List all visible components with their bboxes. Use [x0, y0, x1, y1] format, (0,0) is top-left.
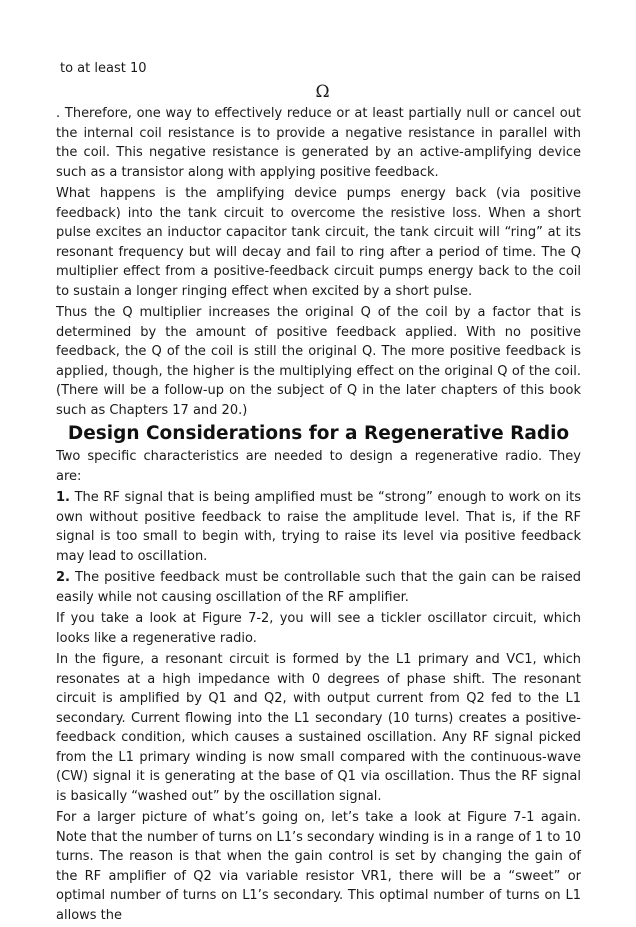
body-paragraph: In the figure, a resonant circuit is formed by the L1 primary and VC1, which resonates at a high impedance with 0 degrees of phase shift. The resonant circuit is amplified by Q1 and Q2, with output current from Q2 fed to the L1 secondary. Current flowing into the L1 secondary (10 turns) creates a positive-feedback condition, which causes a sustained oscillation. Any RF signal picked from the L1 primary winding is now small compared with the continuous-wave (CW) signal it is generating at the base of Q1 via oscillation. Thus the RF signal is basically “washed out” by the oscillation signal. — [56, 652, 581, 804]
numbered-item — [56, 488, 581, 566]
item-number: 1. — [56, 490, 70, 505]
item-text: The positive feedback must be controllable such that the gain can be raised easily while not causing oscillation of the RF amplifier. — [56, 570, 581, 605]
body-paragraph: Thus the Q multiplier increases the original Q of the coil by a factor that is determined by the amount of positive feedback applied. With no positive feedback, the Q of the coil is still the original Q. The more positive feedback is applied, though, the higher is the multiplying effect on the original Q of the coil. (There will be a follow-up on the subject of Q in the later chapters of this book such as Chapters 17 and 20.) — [56, 305, 581, 418]
body-paragraph: . Therefore, one way to effectively reduce or at least partially null or cancel out the internal coil resistance is to provide a negative resistance in parallel with the coil. This negative resistance is generated by an active-amplifying device such as a transistor along with applying positive feedback. — [56, 106, 581, 180]
intro-paragraph: Two specific characteristics are needed to design a regenerative radio. They are: — [56, 449, 581, 484]
document-page — [56, 60, 581, 927]
body-paragraph: What happens is the amplifying device pumps energy back (via positive feedback) into the tank circuit to overcome the resistive loss. When a short pulse excites an inductor capacitor tank circuit, the tank circuit will “ring” at its resonant frequency but will decay and fail to ring after a period of time. The Q multiplier effect from a positive-feedback circuit pumps energy back to the coil to sustain a longer ringing effect when excited by a short pulse. — [56, 186, 581, 299]
omega-symbol: Ω — [315, 82, 330, 102]
lead-line: to at least 10 — [60, 61, 147, 76]
item-number: 2. — [56, 570, 70, 585]
body-paragraph: If you take a look at Figure 7-2, you will see a tickler oscillator circuit, which looks like a regenerative radio. — [56, 611, 581, 646]
section-heading: Design Considerations for a Regenerative Radio — [67, 423, 570, 444]
body-paragraph: For a larger picture of what’s going on, let’s take a look at Figure 7-1 again. Note that the number of turns on L1’s secondary winding is in a range of 1 to 10 turns. The reason is that when the gain control is set by changing the gain of the RF amplifier of Q2 via variable resistor VR1, there will be a “sweet” or optimal number of turns on L1’s secondary. This optimal number of turns on L1 allows the — [56, 810, 581, 923]
item-text: The RF signal that is being amplified must be “strong” enough to work on its own without positive feedback to raise the amplitude level. That is, if the RF signal is too small to begin with, trying to raise its level via positive feedback may lead to oscillation. — [56, 490, 581, 564]
numbered-item — [56, 568, 581, 607]
